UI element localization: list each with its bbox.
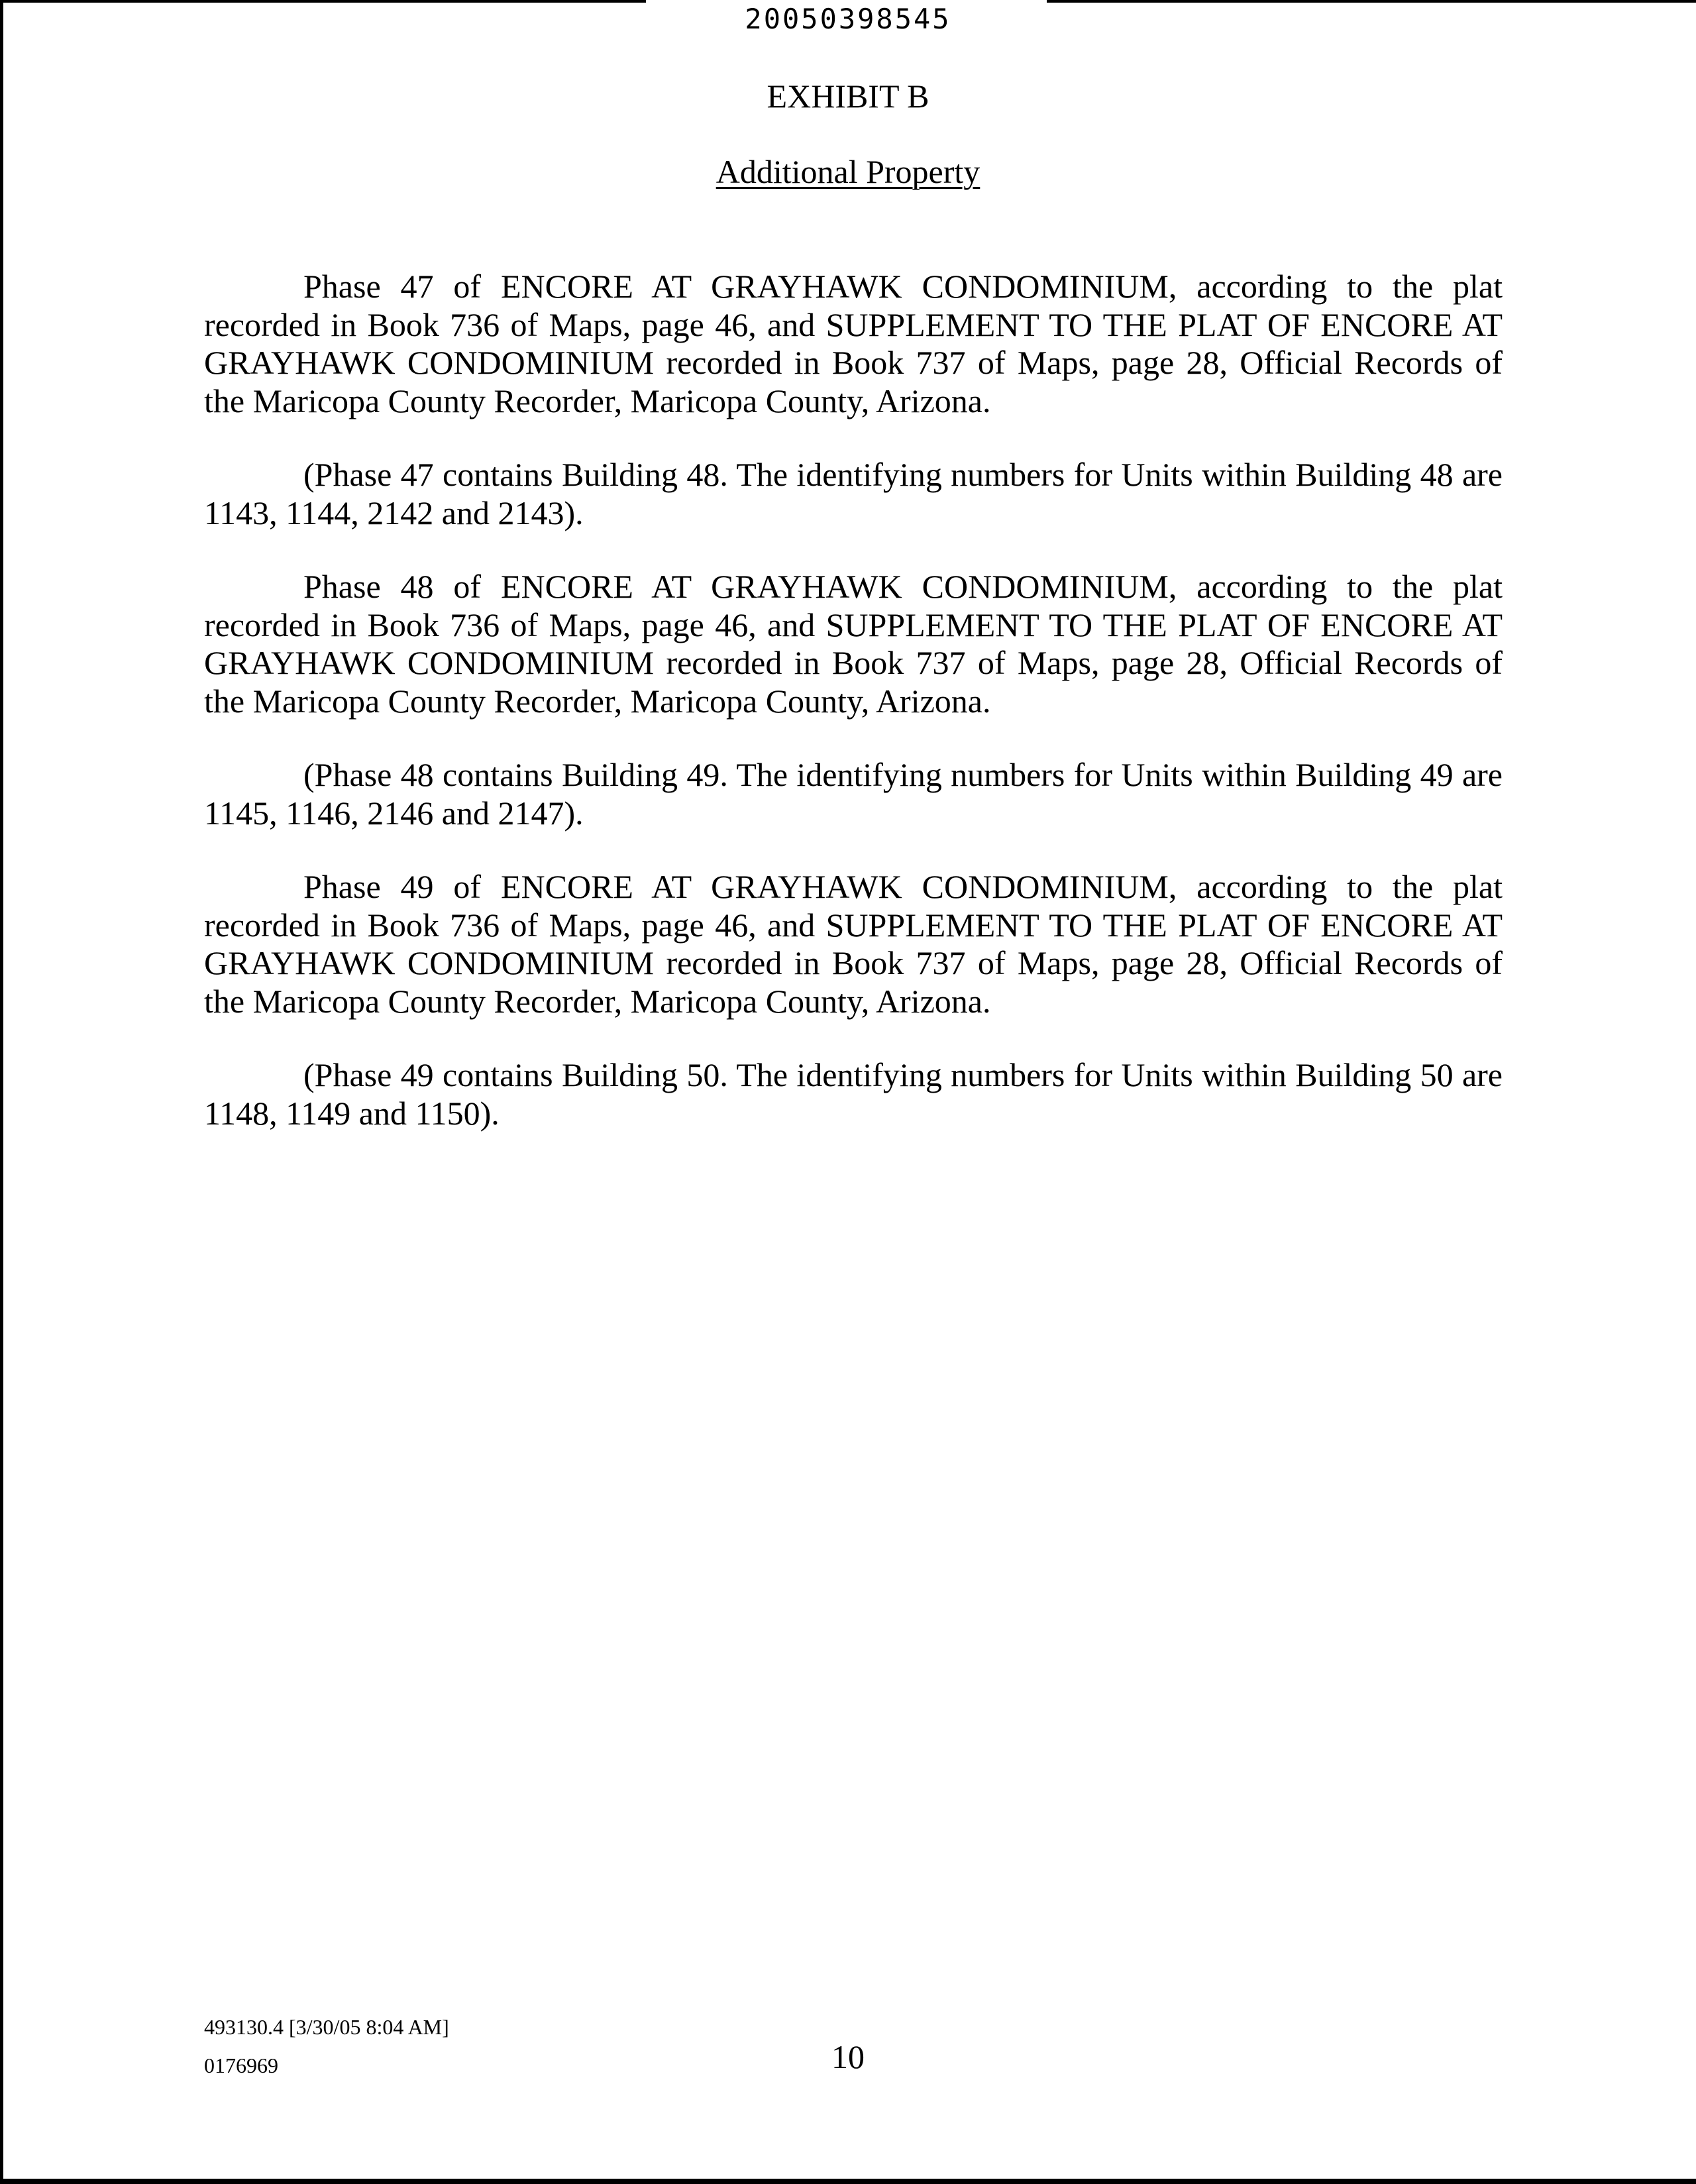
paragraph-phase-48: Phase 48 of ENCORE AT GRAYHAWK CONDOMINIUM, according to the plat recorded in Book 736 of Maps, page 46, and SUPPLEMENT TO THE PLAT OF ENCORE AT GRAYHAWK CONDOMINIUM recorded in Book 737 of Maps, page 28, Official Records of the Maricopa County Recorder, Maricopa County, Arizona. (204, 568, 1503, 720)
exhibit-subtitle-text: Additional Property (716, 153, 980, 190)
footer-doc-version: 493130.4 [3/30/05 8:04 AM] (204, 2015, 449, 2039)
paragraph-phase-48-units: (Phase 48 contains Building 49. The identifying numbers for Units within Building 49 are 1145, 1146, 2146 and 2147). (204, 756, 1503, 832)
exhibit-title: EXHIBIT B (767, 78, 929, 115)
paragraph-phase-49: Phase 49 of ENCORE AT GRAYHAWK CONDOMINIUM, according to the plat recorded in Book 736 of Maps, page 46, and SUPPLEMENT TO THE PLAT OF ENCORE AT GRAYHAWK CONDOMINIUM recorded in Book 737 of Maps, page 28, Official Records of the Maricopa County Recorder, Maricopa County, Arizona. (204, 868, 1503, 1020)
scan-border-bottom (0, 2179, 1696, 2184)
paragraph-phase-49-units: (Phase 49 contains Building 50. The identifying numbers for Units within Building 50 are 1148, 1149 and 1150). (204, 1056, 1503, 1132)
paragraph-phase-47: Phase 47 of ENCORE AT GRAYHAWK CONDOMINIUM, according to the plat recorded in Book 736 of Maps, page 46, and SUPPLEMENT TO THE PLAT OF ENCORE AT GRAYHAWK CONDOMINIUM recorded in Book 737 of Maps, page 28, Official Records of the Maricopa County Recorder, Maricopa County, Arizona. (204, 268, 1503, 419)
paragraph-phase-47-units: (Phase 47 contains Building 48. The identifying numbers for Units within Building 48 are 1143, 1144, 2142 and 2143). (204, 456, 1503, 531)
exhibit-subtitle (0, 152, 1696, 191)
scan-border-left (0, 0, 3, 2184)
page-number: 10 (831, 2038, 865, 2075)
footer-client-number: 0176969 (204, 2053, 278, 2077)
document-body (204, 268, 1503, 1168)
recording-number: 20050398545 (745, 3, 951, 35)
